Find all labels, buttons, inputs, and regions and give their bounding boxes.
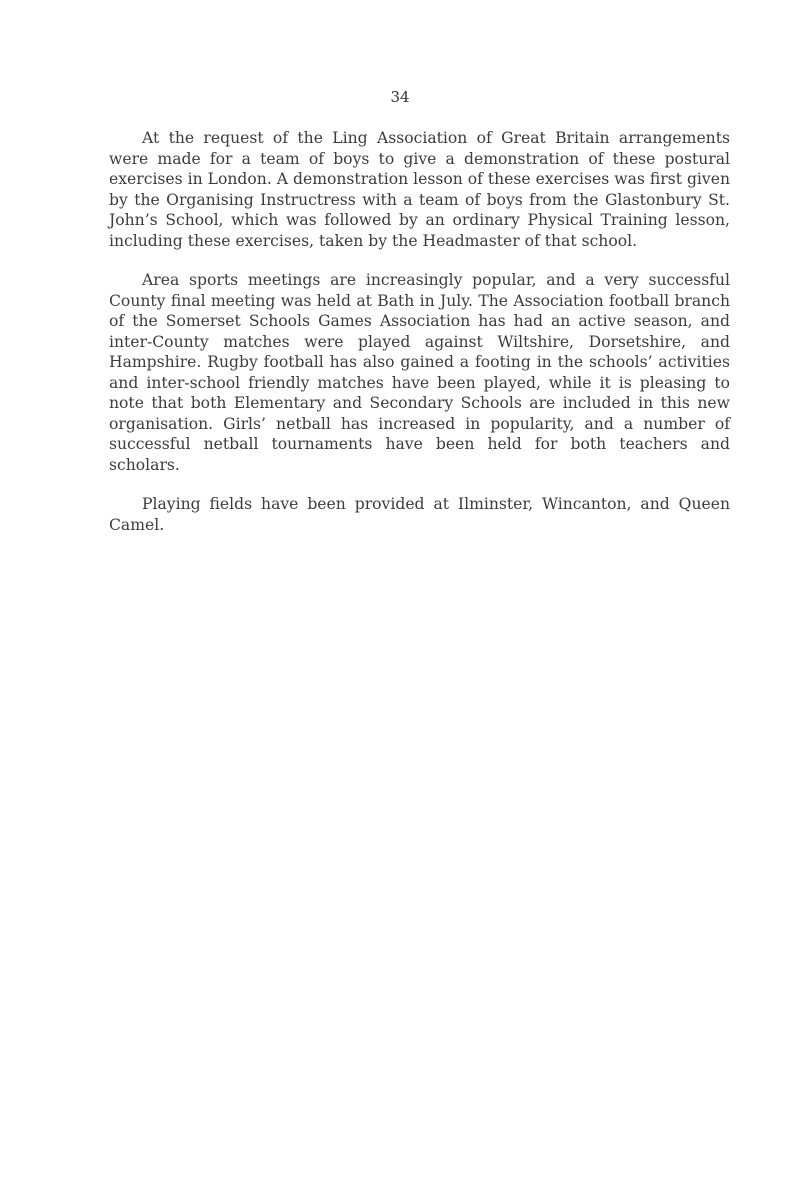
page-number: 34 bbox=[390, 88, 410, 106]
paragraph-ling-association: At the request of the Ling Association of Great Britain arrangements were made for a team of boys to give a demonstration of these postural exercises in London. A demonstration lesson of these exercises was first given by the Organising Instructress with a team of boys from the Glastonbury St. John’s School, which was followed by an ordinary Physical Training lesson, including these exercises, taken by the Headmaster of that school. bbox=[109, 129, 730, 250]
paragraph-area-sports: Area sports meetings are increasingly popular, and a very successful County final meeting was held at Bath in July. The Association football branch of the Somerset Schools Games Association has had an active season, and inter-County matches were played against Wiltshire, Dorsetshire, and Hampshire. Rugby football has also gained a footing in the schools’ activities and inter-school friendly matches have been played, while it is pleasing to note that both Elementary and Secondary Schools are included in this new organisation. Girls’ netball has increased in popularity, and a number of successful netball tournaments have been held for both teachers and scholars. bbox=[109, 271, 730, 474]
body-text bbox=[109, 128, 730, 554]
paragraph-playing-fields: Playing fields have been provided at Ilminster, Wincanton, and Queen Camel. bbox=[109, 495, 730, 534]
